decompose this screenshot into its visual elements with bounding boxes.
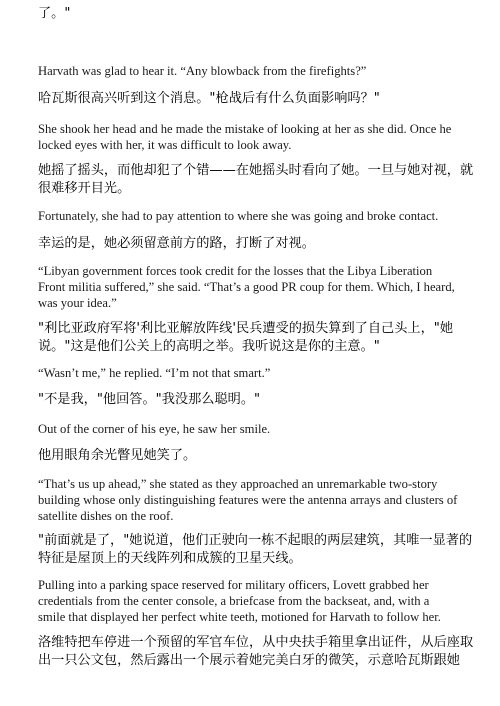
paragraph-zh: "利比亚政府军将'利比亚解放阵线'民兵遭受的损失算到了自己头上，"她 说。"这是他们公关上的高明之举。我听说这是你的主意。" <box>38 321 454 354</box>
paragraph-en: “That’s us up ahead,” she stated as they approached an unremarkable two-story building whose only distinguishing features were the antenna arrays and clusters of satellite dishes on the roof. <box>38 477 458 523</box>
paragraph-zh: 洛维特把车停进一个预留的军官车位，从中央扶手箱里拿出证件，从后座取 出一只公文包，然后露出一个展示着她完美白牙的微笑，示意哈瓦斯跟她 <box>38 635 474 668</box>
paragraph-zh: 她摇了摇头，而他却犯了个错——在她摇头时看向了她。一旦与她对视，就 很难移开目光。 <box>38 163 474 196</box>
paragraph-zh: 哈瓦斯很高兴听到这个消息。"枪战后有什么负面影响吗？" <box>38 91 380 106</box>
paragraph-zh: 幸运的是，她必须留意前方的路，打断了对视。 <box>38 236 315 251</box>
paragraph-en: Fortunately, she had to pay attention to where she was going and broke contact. <box>38 209 439 223</box>
paragraph-en: “Libyan government forces took credit for the losses that the Libya Liberation Front militia suffered,” she said. “That’s a good PR coup for them. Which, I heard, was your idea.” <box>38 264 455 310</box>
paragraph-en: “Wasn’t me,” he replied. “I’m not that smart.” <box>38 366 271 380</box>
paragraph-en: She shook her head and he made the mistake of looking at her as she did. Once he locked eyes with her, it was difficult to look away. <box>38 122 452 152</box>
paragraph-zh: "不是我，"他回答。"我没那么聪明。" <box>38 392 261 407</box>
paragraph-en: Out of the corner of his eye, he saw her smile. <box>38 422 271 436</box>
paragraph-zh: 他用眼角余光瞥见她笑了。 <box>38 448 197 463</box>
paragraph-zh: "前面就是了，"她说道，他们正驶向一栋不起眼的两层建筑，其唯一显著的 特征是屋顶上的天线阵列和成簇的卫星天线。 <box>38 533 473 566</box>
paragraph-en: Pulling into a parking space reserved for military officers, Lovett grabbed her credentials from the center console, a briefcase from the backseat, and, with a smile that displayed her perfect white teeth, motioned for Harvath to follow her. <box>38 578 441 624</box>
paragraph-en: Harvath was glad to hear it. “Any blowback from the firefights?” <box>38 64 367 78</box>
paragraph-zh: 了。" <box>38 6 71 21</box>
